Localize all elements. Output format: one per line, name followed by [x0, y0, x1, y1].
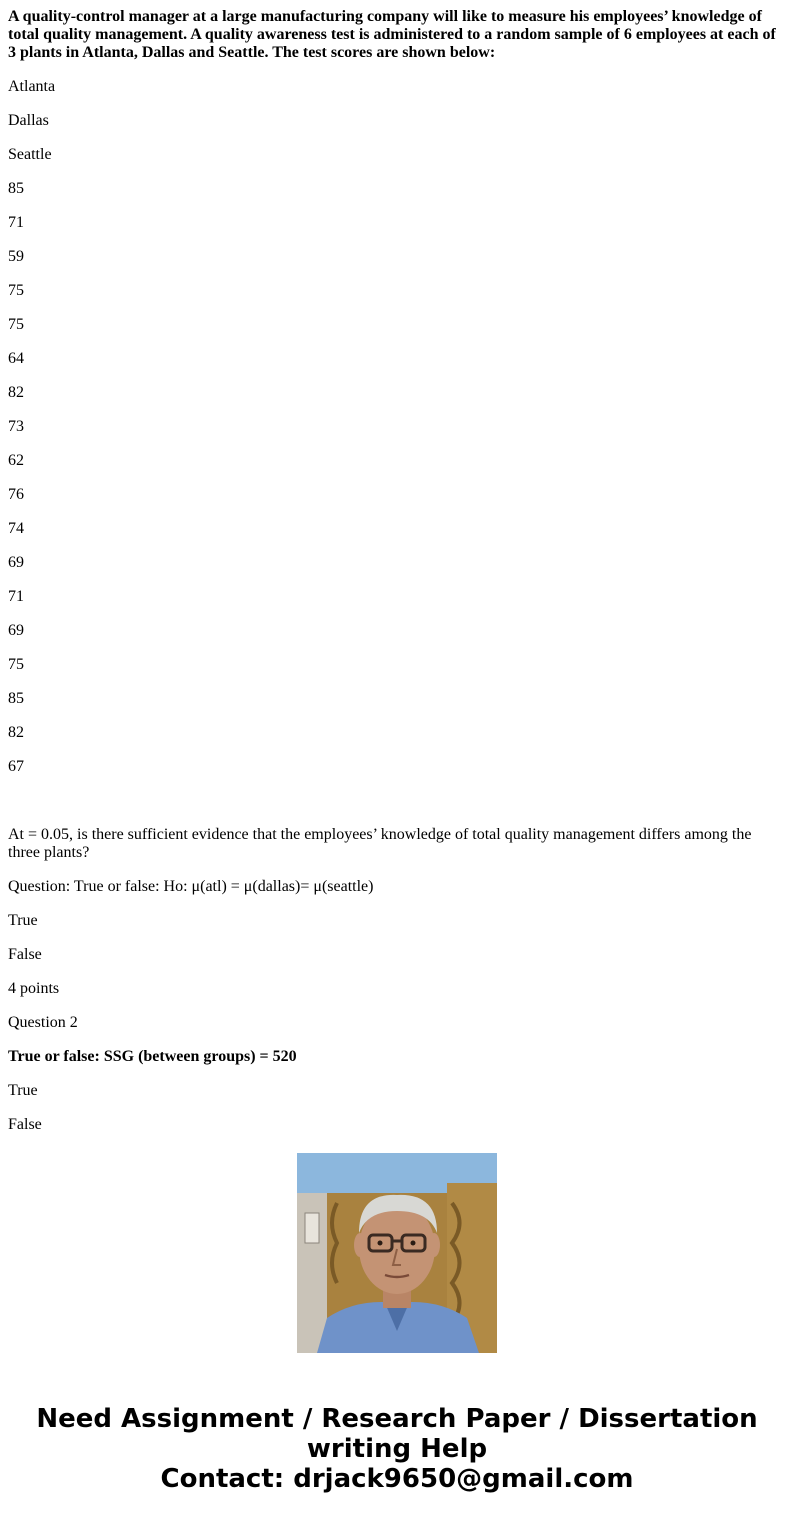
- question-1-option-true[interactable]: True: [8, 912, 38, 929]
- question-2-label: Question 2: [8, 1014, 78, 1031]
- score-value: 71: [8, 214, 24, 231]
- score-value: 59: [8, 248, 24, 265]
- plant-name: Dallas: [8, 112, 49, 129]
- question-1-option-false[interactable]: False: [8, 946, 42, 963]
- question-1-prompt: Question: True or false: Ho: μ(atl) = μ(dallas)= μ(seattle): [8, 878, 374, 895]
- score-value: 69: [8, 622, 24, 639]
- plant-name: Atlanta: [8, 78, 56, 95]
- score-value: 76: [8, 486, 24, 503]
- footer-line: Need Assignment / Research Paper / Dissertation: [36, 1404, 758, 1434]
- score-value: 75: [8, 282, 24, 299]
- footer-banner: [0, 1404, 794, 1494]
- score-value: 82: [8, 384, 24, 401]
- question-2-option-false[interactable]: False: [8, 1116, 42, 1133]
- author-avatar: [297, 1153, 497, 1353]
- score-value: 71: [8, 588, 24, 605]
- footer-line: writing Help: [306, 1434, 488, 1464]
- score-value: 62: [8, 452, 24, 469]
- question-text: At = 0.05, is there sufficient evidence that the employees’ knowledge of total quality management differs among the three plants?: [8, 826, 752, 861]
- plant-name: Seattle: [8, 146, 52, 163]
- question-2-prompt: True or false: SSG (between groups) = 520: [8, 1048, 297, 1065]
- footer-contact: Contact: drjack9650@gmail.com: [160, 1464, 634, 1494]
- intro-paragraph: A quality-control manager at a large manufacturing company will like to measure his employees’ knowledge of total quality management. A quality awareness test is administered to a random sample of 6 employees at each of 3 plants in Atlanta, Dallas and Seattle. The test scores are shown below:: [8, 8, 776, 61]
- score-value: 82: [8, 724, 24, 741]
- avatar-portrait: [297, 1153, 497, 1353]
- score-value: 75: [8, 656, 24, 673]
- score-value: 85: [8, 690, 24, 707]
- document-content: [8, 8, 786, 1133]
- score-value: 73: [8, 418, 24, 435]
- score-value: 64: [8, 350, 24, 367]
- score-value: 74: [8, 520, 24, 537]
- question-1-points: 4 points: [8, 980, 60, 997]
- spacer: [8, 792, 786, 826]
- question-2-option-true[interactable]: True: [8, 1082, 38, 1099]
- score-value: 67: [8, 758, 24, 775]
- score-value: 75: [8, 316, 24, 333]
- score-value: 69: [8, 554, 24, 571]
- score-value: 85: [8, 180, 24, 197]
